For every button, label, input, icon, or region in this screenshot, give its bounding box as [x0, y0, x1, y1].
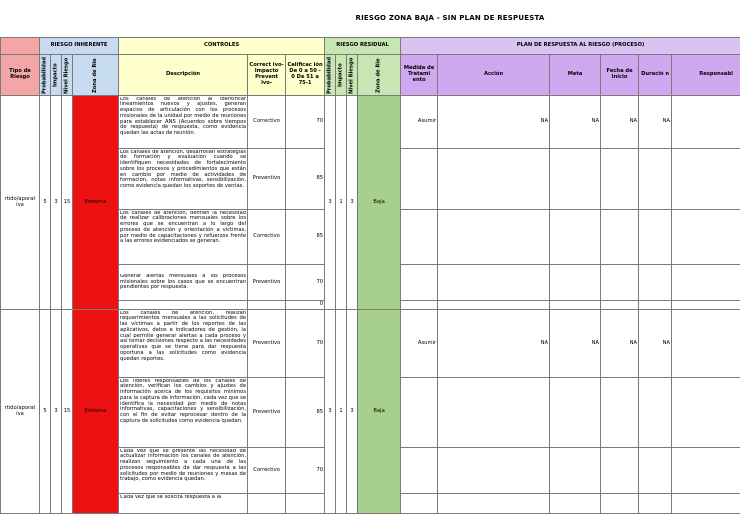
empty-cell [672, 494, 740, 514]
empty-cell [601, 448, 639, 494]
header-impacto: Impacto [51, 55, 62, 96]
control-description [119, 265, 248, 301]
control-description [119, 149, 248, 210]
empty-cell [438, 448, 550, 494]
empty-cell [639, 265, 672, 301]
empty-cell [639, 378, 672, 448]
header-duracion: Duració n [639, 55, 672, 96]
control-score: 70 [286, 448, 325, 494]
start-date-cell: NA [601, 96, 639, 149]
probability-cell: 5 [40, 310, 51, 514]
action-cell: NA [438, 310, 550, 378]
empty-cell [401, 448, 438, 494]
header-row-2 [1, 55, 740, 96]
control-type: Correctivo [248, 210, 286, 265]
header-res-zona: Zona de Rie [358, 55, 401, 96]
empty-cell [550, 301, 601, 310]
empty-cell [601, 494, 639, 514]
empty-cell [601, 301, 639, 310]
empty-cell [601, 265, 639, 301]
empty-cell [601, 149, 639, 210]
residual-probability-cell: 3 [325, 96, 336, 310]
control-type: Preventivo [248, 149, 286, 210]
empty-cell [672, 448, 740, 494]
control-description [119, 96, 248, 149]
control-description [119, 378, 248, 448]
residual-zone-low: Baja [358, 96, 401, 310]
control-description-text: Los canales de atención, desarrollan estrategias de formación y evaluación cuando se identifiquen necesidades de fortalecimiento sobre los procesos y procedimientos que están en cambio por medio de actividades de formación, notas informativas, sensibilización, como evidencia quedan los soportes de ventas. [120, 150, 246, 209]
table-row [1, 310, 740, 378]
control-score: 85 [286, 149, 325, 210]
header-tipo-riesgo: Tipo de Riesgo [1, 55, 40, 96]
empty-cell [550, 378, 601, 448]
responsible-cell [672, 96, 740, 149]
goal-cell: NA [550, 310, 601, 378]
control-type: Correctivo [248, 448, 286, 494]
header-res-probabilidad: Probabilidad [325, 55, 336, 96]
risk-level-cell: 15 [62, 310, 73, 514]
control-total: 0 [286, 301, 325, 310]
header-correctivo: Correct ivo- Impacto Prevent ivo- [248, 55, 286, 96]
header-controles: CONTROLES [119, 38, 325, 55]
impact-cell: 3 [51, 96, 62, 310]
control-score: 70 [286, 96, 325, 149]
header-row-1 [1, 38, 740, 55]
control-score: 70 [286, 265, 325, 301]
control-type: Preventivo [248, 378, 286, 448]
sheet-title: RIESGO ZONA BAJA - SIN PLAN DE RESPUESTA [340, 14, 560, 22]
empty-cell [401, 265, 438, 301]
empty-cell [438, 210, 550, 265]
empty-cell [550, 210, 601, 265]
goal-cell: NA [550, 96, 601, 149]
empty-cell [401, 494, 438, 514]
empty-cell [601, 378, 639, 448]
empty-cell [639, 494, 672, 514]
residual-impact-cell: 1 [336, 96, 347, 310]
control-description-text: Los canales de atención, definen la necesidad de realizar calibraciones mensuales sobre los errores que se encuentran a lo largo del proceso de atención y orientación a víctimas, por medio de capacitaciones y refuerzos frente a las errores evidenciados se generan. [120, 211, 246, 264]
control-description-text: Cada vez que se presente las necesidad de actualizar información los canales de atención, realizan seguimiento a cada una de las procesos responsables de dar respuesta a las solicitudes por medio de reuniones y mesas de trabajo, como evidencia quedan. [120, 449, 246, 493]
header-descripcion: Descripción [119, 55, 248, 96]
empty-cell [401, 378, 438, 448]
empty-cell [672, 378, 740, 448]
empty-cell [119, 301, 248, 310]
control-description-text: Los canales de atención, realizan requerimientos mensuales a las solicitudes de las víctimas a partir de los reportes de las aplicativos, datos e indicadores de gestión, la cual permite generar alertas a cada proceso y así tomar decisiones respecto a las necesidades operativas que se tiene para dar respuesta oportuna a las solicitudes como evidencia quedan reportes. [120, 311, 246, 377]
control-type: Correctivo [248, 96, 286, 149]
header-meta: Meta [550, 55, 601, 96]
header-fecha-inicio: Fecha de Inicio [601, 55, 639, 96]
empty-cell [438, 149, 550, 210]
control-description [119, 310, 248, 378]
control-score: 70 [286, 310, 325, 378]
header-medida: Medida de Tratami ento [401, 55, 438, 96]
risk-zone-extreme: Extrema [73, 96, 119, 310]
impact-cell: 3 [51, 310, 62, 514]
control-description-text: Los líderes responsables de los canales de atención, verifican los cambios y ajustes de información acerca de los requisitos mínimos para la captura de información, cada vez que se identifica la necesidad por medio de notas informativas, capacitaciones y sensibilización, con el fin de evitar reprocesar dentro de la captura de solicitudes como evidencia quedan. [120, 379, 246, 447]
header-riesgo-residual: RIESGO RESIDUAL [325, 38, 401, 55]
header-blank [1, 38, 40, 55]
empty-cell [550, 448, 601, 494]
control-score [286, 494, 325, 514]
control-score: 85 [286, 378, 325, 448]
header-res-impacto: Impacto [336, 55, 347, 96]
residual-impact-cell: 1 [336, 310, 347, 514]
header-zona-riesgo: Zona de Rie [73, 55, 119, 96]
empty-cell [550, 494, 601, 514]
empty-cell [438, 265, 550, 301]
empty-cell [550, 149, 601, 210]
empty-cell [639, 149, 672, 210]
empty-cell [639, 448, 672, 494]
empty-cell [438, 378, 550, 448]
risk-type-cell: rtido/aporat iva [1, 310, 40, 514]
empty-cell [672, 210, 740, 265]
treatment-measure: Asumir [401, 310, 438, 378]
header-responsable: Responsabl [672, 55, 740, 96]
duration-cell: NA [639, 310, 672, 378]
risk-matrix-table [0, 37, 740, 514]
empty-cell [438, 494, 550, 514]
control-description-text: Los canales de atención al identificar lineamientos nuevos y ajustes, generan espacios de articulación con los procesos misionales de la unidad por medio de reuniones para establecer ANS (Acuerdos sobre tiempos de respuesta) de respuesta, como evidencia quedan las actas de reunión. [120, 97, 246, 148]
header-riesgo-inherente: RIESGO INHERENTE [40, 38, 119, 55]
empty-cell [401, 301, 438, 310]
empty-cell [401, 210, 438, 265]
control-description-text: Cada vez que se solicita respuesta a la [120, 495, 246, 513]
empty-cell [438, 301, 550, 310]
header-nivel-riesgo: Nivel Riesgo [62, 55, 73, 96]
empty-cell [550, 265, 601, 301]
risk-zone-extreme: Extrema [73, 310, 119, 514]
duration-cell: NA [639, 96, 672, 149]
header-calificacion: Calificac ión De 0 a 50 - 0 De 51 a 75-1 [286, 55, 325, 96]
control-description-text: Generar alertas mensuales a los procesos misionales sobre los casos que se encuentran pendientes por respuesta. [120, 274, 246, 291]
residual-level-cell: 3 [347, 96, 358, 310]
start-date-cell: NA [601, 310, 639, 378]
header-accion: Acción [438, 55, 550, 96]
empty-cell [248, 301, 286, 310]
treatment-measure: Asumir [401, 96, 438, 149]
control-description [119, 448, 248, 494]
empty-cell [639, 301, 672, 310]
header-plan-respuesta: PLAN DE RESPUESTA AL RIESGO (PROCESO) [401, 38, 740, 55]
risk-level-cell: 15 [62, 96, 73, 310]
empty-cell [639, 210, 672, 265]
empty-cell [401, 149, 438, 210]
header-probabilidad: Probabilidad [40, 55, 51, 96]
control-type [248, 494, 286, 514]
empty-cell [601, 210, 639, 265]
header-res-nivel: Nivel Riesgo [347, 55, 358, 96]
empty-cell [672, 149, 740, 210]
table-row [1, 96, 740, 149]
responsible-cell [672, 310, 740, 378]
control-type: Preventivo [248, 265, 286, 301]
control-description [119, 494, 248, 514]
residual-probability-cell: 3 [325, 310, 336, 514]
action-cell: NA [438, 96, 550, 149]
control-score: 85 [286, 210, 325, 265]
residual-zone-low: Baja [358, 310, 401, 514]
control-description [119, 210, 248, 265]
empty-cell [672, 301, 740, 310]
probability-cell: 5 [40, 96, 51, 310]
control-type: Preventivo [248, 310, 286, 378]
risk-type-cell: rtido/aporat iva [1, 96, 40, 310]
residual-level-cell: 3 [347, 310, 358, 514]
empty-cell [672, 265, 740, 301]
